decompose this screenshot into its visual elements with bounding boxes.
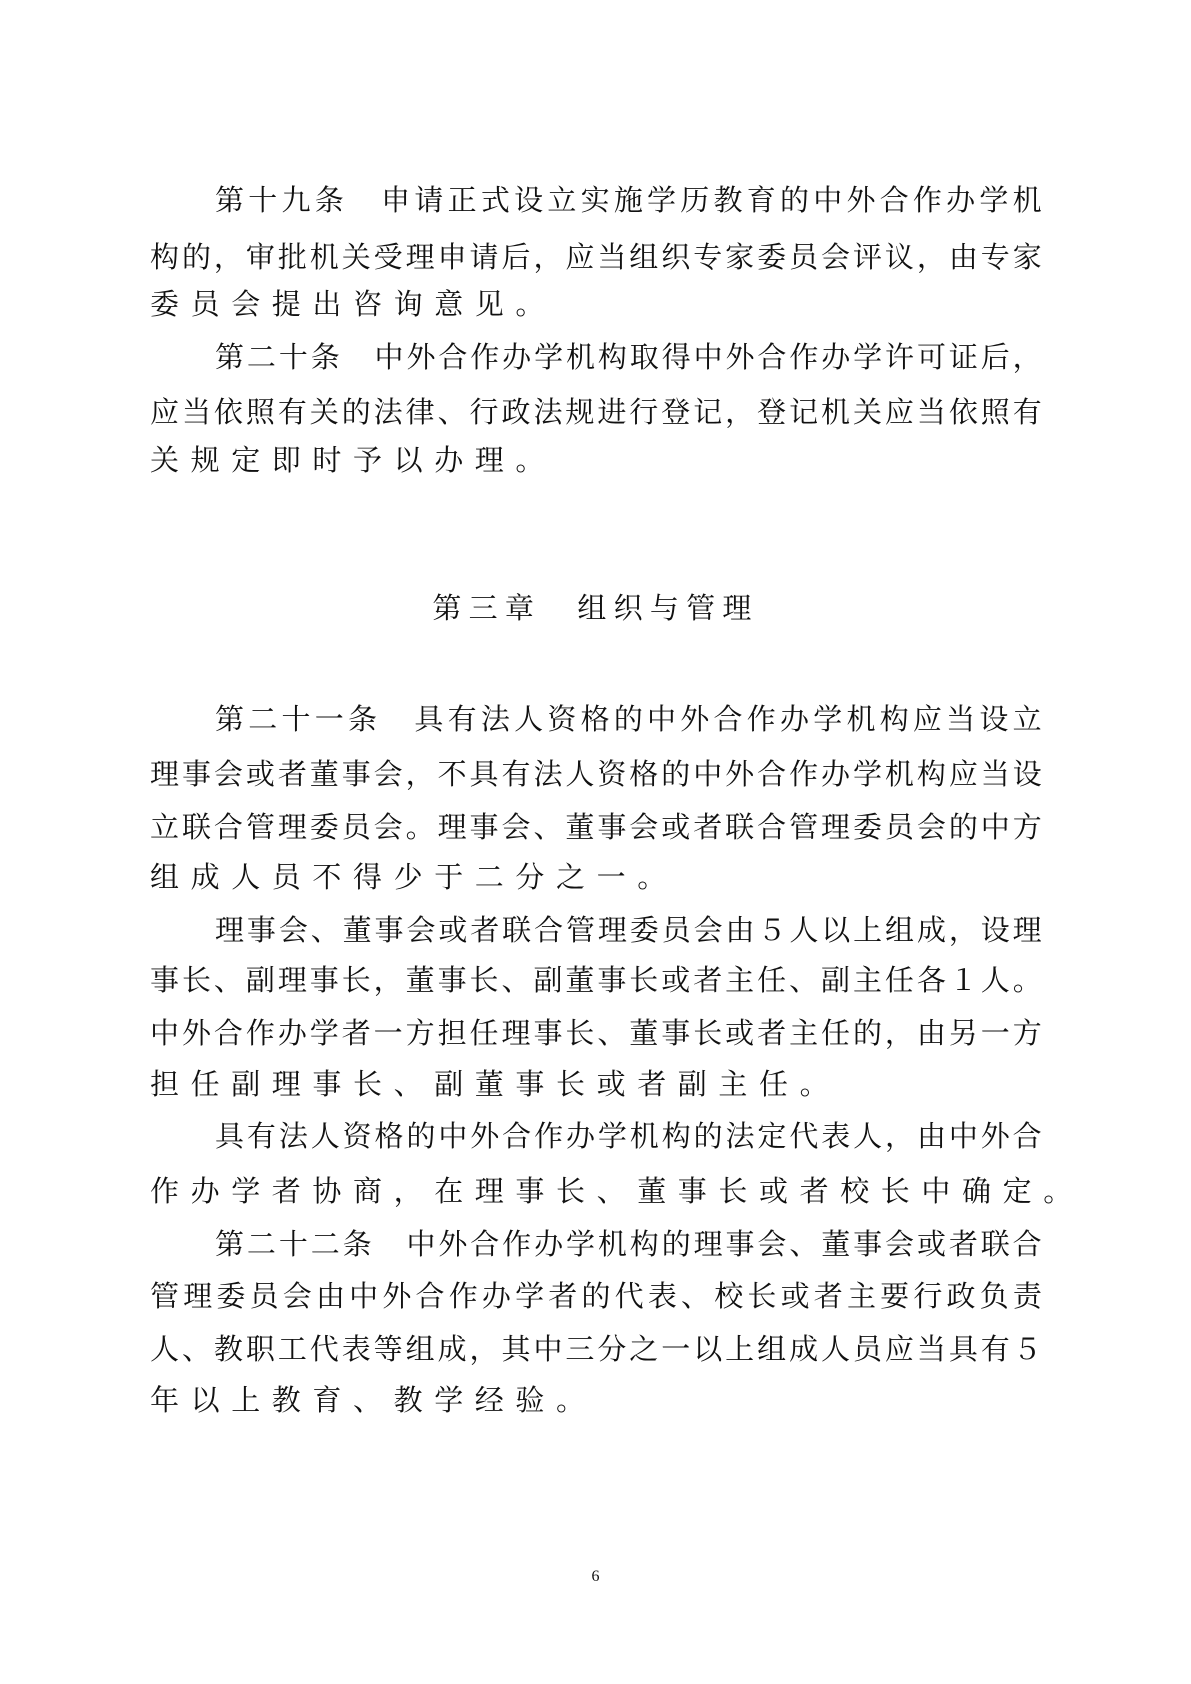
text-line: 事 长 、 副 理 事 长 ， 董 事 长 、 副 董 事 长 或 者 主 任 、 副 主 任 各 １ 人 。 bbox=[150, 963, 1042, 997]
text-line: 管 理 委 员 会 由 中 外 合 作 办 学 者 的 代 表 、 校 长 或 者 主 要 行 政 负 责 bbox=[150, 1279, 1042, 1313]
text-line: 第 十 九 条 申 请 正 式 设 立 实 施 学 历 教 育 的 中 外 合 作 办 学 机 bbox=[215, 183, 1042, 217]
text-line: 应 当 依 照 有 关 的 法 律 、 行 政 法 规 进 行 登 记 ， 登 记 机 关 应 当 依 照 有 bbox=[150, 395, 1042, 429]
text-line: 构 的 ， 审 批 机 关 受 理 申 请 后 ， 应 当 组 织 专 家 委 员 会 评 议 ， 由 专 家 bbox=[150, 240, 1042, 274]
text-line: 作办学者协商，在理事长、董事长或者校长中确定。 bbox=[150, 1174, 1084, 1208]
text-line: 年以上教育、教学经验。 bbox=[150, 1383, 597, 1417]
text-line: 人 、 教 职 工 代 表 等 组 成 ， 其 中 三 分 之 一 以 上 组 成 人 员 应 当 具 有 ５ bbox=[150, 1332, 1042, 1366]
text-line: 关规定即时予以办理。 bbox=[150, 443, 557, 477]
text-line: 具 有 法 人 资 格 的 中 外 合 作 办 学 机 构 的 法 定 代 表 人 ， 由 中 外 合 bbox=[215, 1119, 1042, 1153]
text-line: 第 二 十 条 中 外 合 作 办 学 机 构 取 得 中 外 合 作 办 学 许 可 证 后 ， bbox=[215, 340, 1042, 374]
text-line: 立 联 合 管 理 委 员 会 。 理 事 会 、 董 事 会 或 者 联 合 管 理 委 员 会 的 中 方 bbox=[150, 810, 1042, 844]
text-line: 中 外 合 作 办 学 者 一 方 担 任 理 事 长 、 董 事 长 或 者 主 任 的 ， 由 另 一 方 bbox=[150, 1016, 1042, 1050]
text-line: 理 事 会 、 董 事 会 或 者 联 合 管 理 委 员 会 由 ５ 人 以 上 组 成 ， 设 理 bbox=[215, 913, 1042, 947]
text-line: 第 二 十 二 条 中 外 合 作 办 学 机 构 的 理 事 会 、 董 事 会 或 者 联 合 bbox=[215, 1227, 1042, 1261]
chapter-heading: 第三章 组织与管理 bbox=[432, 591, 759, 625]
page-number: 6 bbox=[591, 1568, 600, 1585]
text-line: 理 事 会 或 者 董 事 会 ， 不 具 有 法 人 资 格 的 中 外 合 作 办 学 机 构 应 当 设 bbox=[150, 757, 1042, 791]
text-line: 第 二 十 一 条 具 有 法 人 资 格 的 中 外 合 作 办 学 机 构 应 当 设 立 bbox=[215, 702, 1042, 736]
text-line: 担任副理事长、副董事长或者副主任。 bbox=[150, 1067, 841, 1101]
text-line: 组成人员不得少于二分之一。 bbox=[150, 860, 678, 894]
text-line: 委员会提出咨询意见。 bbox=[150, 287, 557, 321]
